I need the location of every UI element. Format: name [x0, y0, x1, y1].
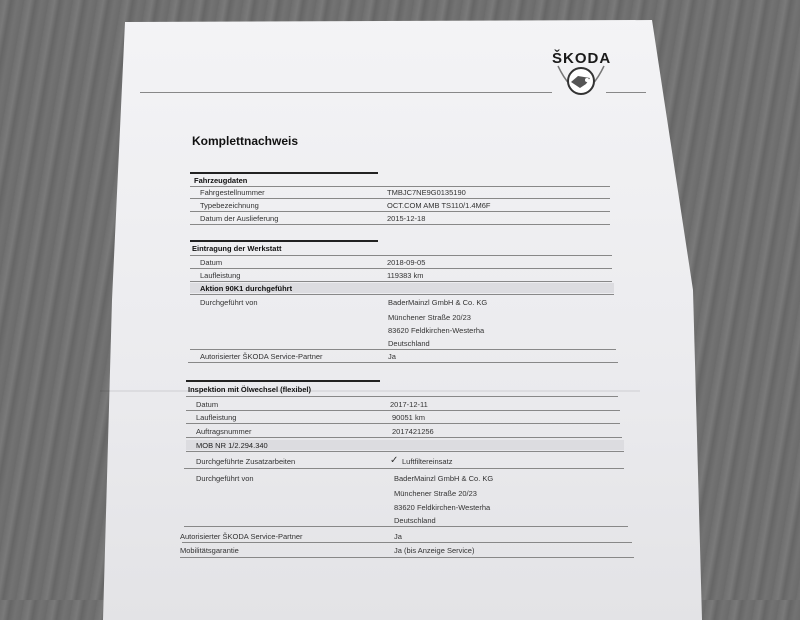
mob-number: MOB NR 1/2.294.340 — [196, 441, 268, 450]
row-divider — [180, 557, 634, 558]
section-rule — [190, 240, 378, 242]
row-divider — [188, 362, 618, 363]
row-divider — [190, 211, 610, 212]
brand-wordmark: ŠKODA — [552, 50, 612, 67]
address-line: Münchener Straße 20/23 — [388, 313, 471, 322]
address-line: Deutschland — [394, 516, 436, 525]
address-line: Deutschland — [388, 339, 430, 348]
row-divider — [190, 281, 612, 282]
row-divider — [190, 268, 612, 269]
row-divider — [190, 186, 610, 187]
row-divider — [182, 542, 632, 543]
section-heading-inspection: Inspektion mit Ölwechsel (flexibel) — [188, 385, 311, 394]
section-rule — [186, 380, 380, 382]
section-heading-workshop: Eintragung der Werkstatt — [192, 244, 282, 253]
row-divider — [184, 468, 624, 469]
row-divider — [190, 255, 612, 256]
address-line: 83620 Feldkirchen-Westerha — [394, 503, 491, 512]
section-heading-vehicle: Fahrzeugdaten — [194, 176, 248, 185]
row-divider — [190, 198, 610, 199]
row-divider — [186, 437, 622, 438]
address-line: Münchener Straße 20/23 — [394, 489, 477, 498]
row-divider — [190, 349, 616, 350]
row-divider — [186, 396, 618, 397]
header-rule-right — [606, 92, 646, 93]
row-divider — [190, 224, 610, 225]
paper-crease — [100, 390, 640, 392]
row-divider — [186, 451, 624, 452]
row-divider — [186, 410, 620, 411]
check-icon: ✓ — [390, 455, 399, 466]
skoda-logo-icon — [556, 64, 606, 108]
document-paper — [60, 0, 740, 620]
row-divider — [190, 294, 614, 295]
header-rule-left — [140, 92, 552, 93]
row-divider — [186, 423, 620, 424]
action-note: Aktion 90K1 durchgeführt — [200, 284, 293, 293]
row-divider — [184, 526, 628, 527]
address-line: 83620 Feldkirchen-Westerha — [388, 326, 485, 335]
section-rule — [190, 172, 378, 174]
page-title: Komplettnachweis — [192, 134, 299, 148]
